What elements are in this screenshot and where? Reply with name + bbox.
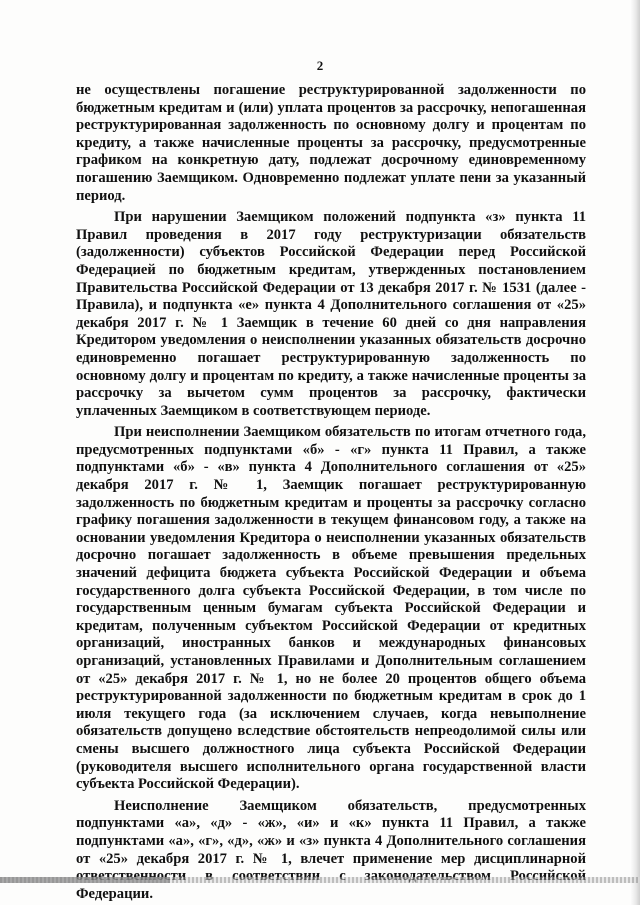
paragraph-violation-clause: При нарушении Заемщиком положений подпункта «з» пункта 11 Правил проведения в 2017 году реструктуризации обязательств (задолженности) субъектов Российской Федерации перед Российской Федерацией по бюджетным кредитам, утвержденных постановлением Правительства Российской Федерации от 13 декабря 2017 г. № 1531 (далее - Правила), и подпункта «е» пункта 4 Дополнительного соглашения от «25» декабря 2017 г. № 1 Заемщик в течение 60 дней со дня направления Кредитором уведомления о неисполнении указанных обязательств досрочно единовременно погашает реструктурированную задолженность по основному долгу и процентам по кредиту, а также начисленные проценты за рассрочку за вычетом сумм процентов за рассрочку, фактически уплаченных Заемщиком в соответствующем периоде. bbox=[76, 209, 586, 419]
scan-bottom-artifact-left bbox=[0, 877, 170, 883]
paragraph-disciplinary-clause: Неисполнение Заемщиком обязательств, предусмотренных подпунктами «а», «д» - «ж», «и» и «к» пункта 11 Правил, а также подпунктами «а», «г», «д», «ж» и «з» пункта 4 Дополнительного соглашения от «25» декабря 2017 г. № 1, влечет применение мер дисциплинарной Федерации. bbox=[76, 797, 586, 902]
page-number: 2 bbox=[316, 58, 324, 73]
scan-edge-shadow bbox=[630, 0, 640, 905]
paragraph-nonfulfillment-clause: При неисполнении Заемщиком обязательств по итогам отчетного года, предусмотренных подпунктами «б» - «г» пункта 11 Правил, а также подпунктами «б» - «в» пункта 4 Дополнительного соглашения от «25» декабря 2017 г. № 1, Заемщик погашает реструктурированную задолженность по бюджетным кредитам и проценты за рассрочку согласно графику погашения задолженности в текущем финансовом году, а также на основании уведомления Кредитора о неисполнении указанных обязательств досрочно погашает задолженность в объеме превышения предельных значений дефицита бюджета субъекта Российской Федерации и объема государственного долга субъекта Российской Федерации, в том числе по государственным ценным бумагам субъекта Российской Федерации и кредитам, полученным субъектом Российской Федерации от кредитных организаций, иностранных банков и международных финансовых организаций, установленных Правилами и Дополнительным соглашением от «25» декабря 2017 г. № 1, но не более 20 процентов общего объема реструктурированной задолженности по бюджетным кредитам в срок до 1 июля текущего года (за исключением случаев, когда невыполнение обязательств допущено вследствие обстоятельств непреодолимой силы или смены высшего должностного лица субъекта Российской Федерации (руководителя высшего исполнительного органа государственной власти субъекта Российской Федерации). bbox=[76, 424, 586, 793]
document-body bbox=[76, 82, 586, 907]
paragraph-continuation: не осуществлены погашение реструктурированной задолженности по бюджетным кредитам и (или) уплата процентов за рассрочку, непогашенная реструктурированная задолженность по основному долгу и процентам по кредиту, а также начисленные проценты за рассрочку, предусмотренные графиком на конкретную дату, подлежат досрочному единовременному погашению Заемщиком. Одновременно подлежат уплате пени за указанный период. bbox=[76, 82, 586, 204]
